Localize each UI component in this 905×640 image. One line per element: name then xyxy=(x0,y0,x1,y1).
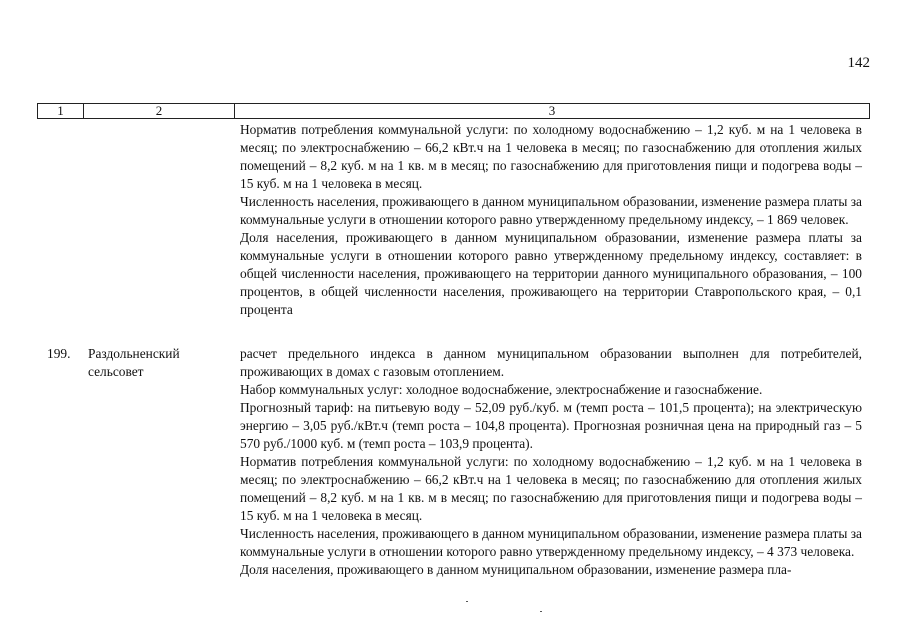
table-header-col-3: 3 xyxy=(548,103,556,118)
scan-speck xyxy=(466,601,468,602)
table-header-col-2: 2 xyxy=(84,104,235,118)
municipality-name: Раздольненский сельсовет xyxy=(88,346,180,379)
scan-speck xyxy=(540,611,542,612)
paragraph: Доля населения, проживающего в данном муниципальном образовании, изменение размера пла- xyxy=(240,562,792,577)
paragraph: Численность населения, проживающего в данном муниципальном образовании, изменение размера платы за коммунальные услуги в отношении которого равно утвержденному предельному индексу, – 4 373 человека. xyxy=(240,526,862,559)
table-header-col-1: 1 xyxy=(38,104,84,118)
row-text xyxy=(240,345,862,579)
page-number: 142 xyxy=(847,55,870,71)
paragraph: Прогнозный тариф: на питьевую воду – 52,09 руб./куб. м (темп роста – 101,5 процента); на электрическую энергию – 3,05 руб./кВт.ч (темп роста – 104,8 процента). Прогнозная розничная цена на природный газ – 5 570 руб./1000 куб. м (темп роста – 103,9 процента). xyxy=(240,400,862,451)
continued-row-text xyxy=(240,121,862,319)
paragraph: Норматив потребления коммунальной услуги: по холодному водоснабжению – 1,2 куб. м на 1 человека в месяц; по электроснабжению – 66,2 кВт.ч на 1 человека в месяц; по газоснабжению для отопления жилых помещений – 8,2 куб. м на 1 кв. м в месяц; по газоснабжению для приготовления пищи и подогрева воды – 15 куб. м на 1 человека в месяц. xyxy=(240,454,862,523)
row-number: 199. xyxy=(47,346,71,361)
paragraph: Численность населения, проживающего в данном муниципальном образовании, изменение размера платы за коммунальные услуги в отношении которого равно утвержденному предельному индексу, – 1 869 человек. xyxy=(240,194,862,227)
paragraph: расчет предельного индекса в данном муниципальном образовании выполнен для потребителей, проживающих в домах с газовым отоплением. xyxy=(240,346,862,379)
paragraph: Набор коммунальных услуг: холодное водоснабжение, электроснабжение и газоснабжение. xyxy=(240,382,763,397)
paragraph: Норматив потребления коммунальной услуги: по холодному водоснабжению – 1,2 куб. м на 1 человека в месяц; по электроснабжению – 66,2 кВт.ч на 1 человека в месяц; по газоснабжению для отопления жилых помещений – 8,2 куб. м на 1 кв. м в месяц; по газоснабжению для приготовления пищи и подогрева воды – 15 куб. м на 1 человека в месяц. xyxy=(240,122,862,191)
table-header xyxy=(37,103,870,119)
paragraph: Доля населения, проживающего в данном муниципальном образовании, изменение размера платы за коммунальные услуги в отношении которого равно утвержденному предельному индексу, составляет: в общей численности населения, проживающего на территории данного муниципального образования, – 100 процентов, в общей численности населения, проживающего на территории Ставропольского края, – 0,1 процента xyxy=(240,230,862,317)
